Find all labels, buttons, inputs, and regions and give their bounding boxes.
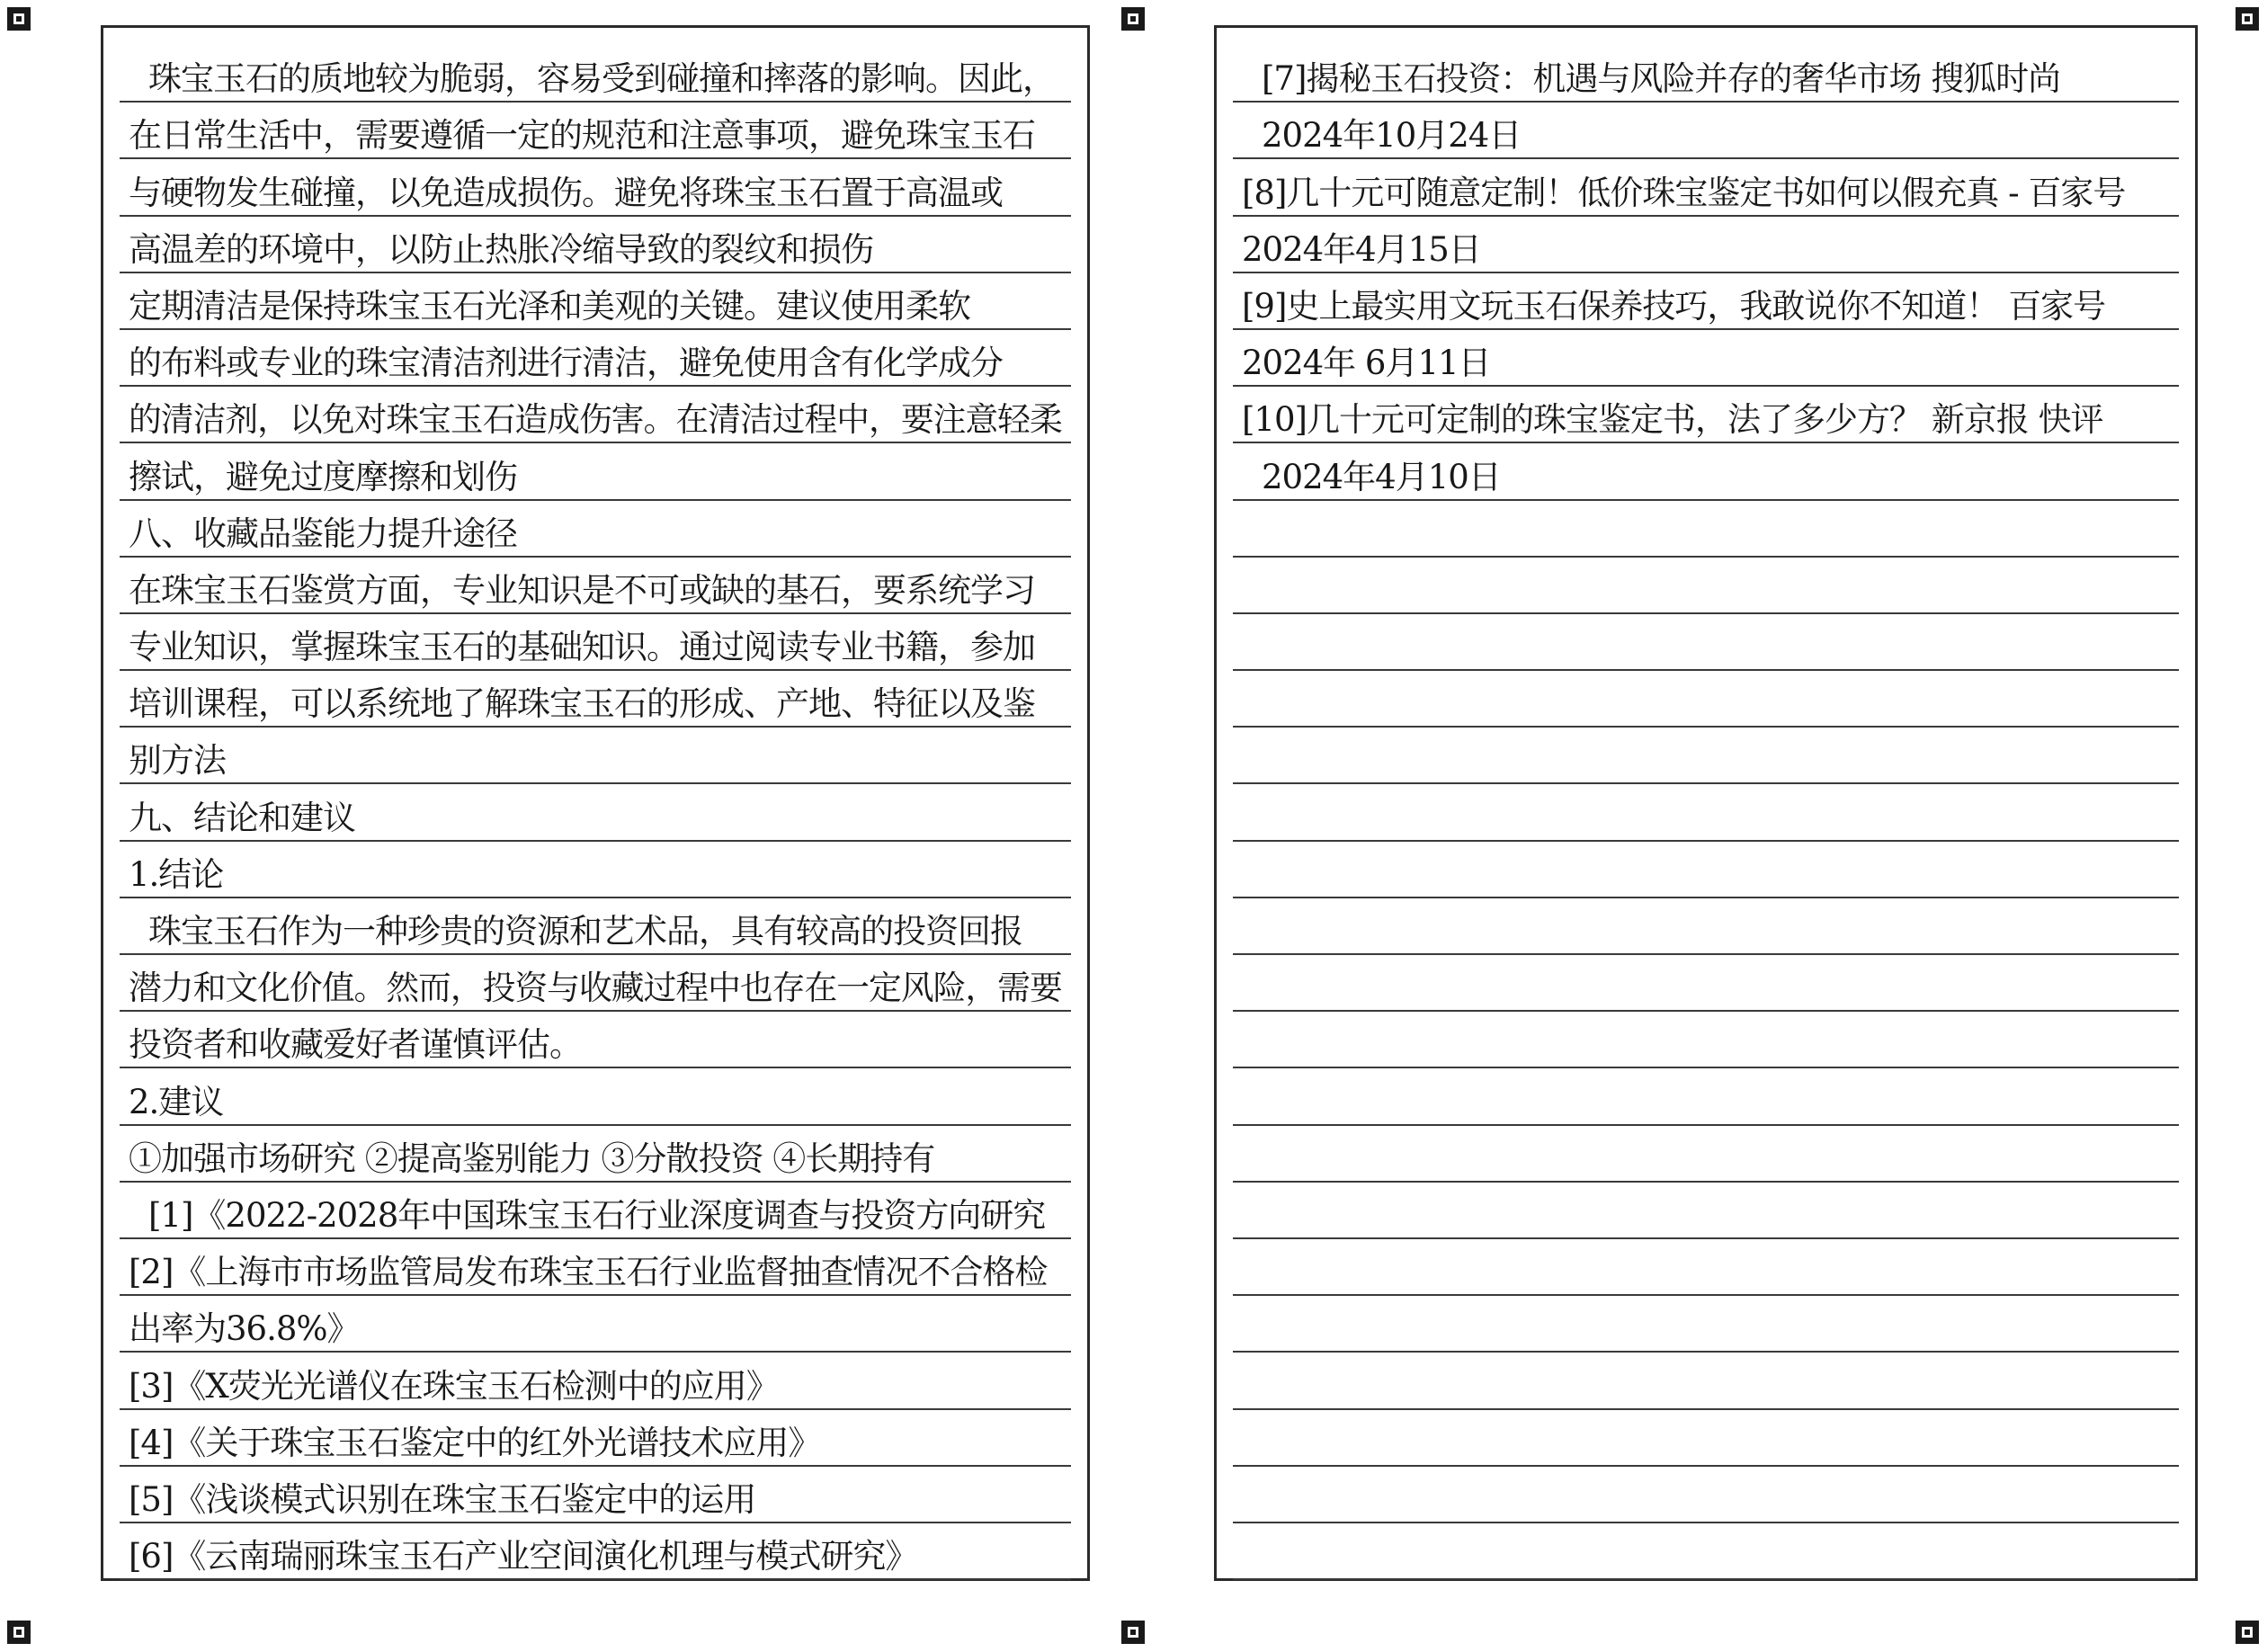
handwritten-text-line: 2.建议 bbox=[129, 1082, 224, 1121]
ruled-line bbox=[120, 898, 1071, 955]
ruled-line bbox=[1233, 842, 2179, 898]
ruled-line bbox=[1233, 159, 2179, 216]
ruled-line bbox=[120, 1467, 1071, 1523]
right-notebook-page bbox=[1214, 25, 2198, 1581]
handwritten-text-line: [1]《2022-2028年中国珠宝玉石行业深度调查与投资方向研究 bbox=[148, 1195, 1046, 1235]
ruled-line bbox=[120, 1239, 1071, 1296]
corner-marker-bottom-right bbox=[2236, 1621, 2259, 1644]
handwritten-text-line: 与硬物发生碰撞，以免造成损伤。避免将珠宝玉石置于高温或 bbox=[129, 173, 1003, 212]
ruled-line bbox=[1233, 558, 2179, 614]
handwritten-text-line: 2024年 6月11日 bbox=[1242, 344, 1491, 383]
left-page-lines bbox=[120, 46, 1071, 1580]
ruled-line bbox=[1233, 1353, 2179, 1409]
ruled-line bbox=[1233, 387, 2179, 443]
ruled-line bbox=[120, 273, 1071, 330]
corner-marker-top-left bbox=[7, 7, 31, 31]
ruled-line bbox=[1233, 955, 2179, 1012]
ruled-line bbox=[120, 330, 1071, 387]
ruled-line bbox=[1233, 1410, 2179, 1467]
handwritten-text-line: 在珠宝玉石鉴赏方面，专业知识是不可或缺的基石，要系统学习 bbox=[129, 570, 1035, 610]
handwritten-text-line: [5]《浅谈模式识别在珠宝玉石鉴定中的运用 bbox=[129, 1479, 756, 1519]
handwritten-text-line: [3]《X荧光光谱仪在珠宝玉石检测中的应用》 bbox=[129, 1366, 779, 1406]
corner-marker-top-right bbox=[2236, 7, 2259, 31]
ruled-line bbox=[120, 217, 1071, 273]
handwritten-text-line: 2024年4月10日 bbox=[1262, 457, 1501, 496]
handwritten-text-line: 培训课程，可以系统地了解珠宝玉石的形成、产地、特征以及鉴 bbox=[129, 684, 1035, 724]
handwritten-text-line: 八、收藏品鉴能力提升途径 bbox=[129, 513, 517, 553]
ruled-line bbox=[1233, 1012, 2179, 1068]
ruled-line bbox=[120, 614, 1071, 671]
ruled-line bbox=[1233, 1068, 2179, 1125]
handwritten-text-line: 潜力和文化价值。然而，投资与收藏过程中也存在一定风险，需要 bbox=[129, 969, 1062, 1008]
corner-marker-bottom-left bbox=[7, 1621, 31, 1644]
ruled-line bbox=[1233, 330, 2179, 387]
right-page-lines bbox=[1233, 46, 2179, 1580]
ruled-line bbox=[120, 955, 1071, 1012]
handwritten-text-line: 在日常生活中，需要遵循一定的规范和注意事项，避免珠宝玉石 bbox=[129, 116, 1035, 156]
handwritten-text-line: [10]几十元可定制的珠宝鉴定书，法了多少方？ 新京报 快评 bbox=[1242, 400, 2103, 440]
handwritten-text-line: [4]《关于珠宝玉石鉴定中的红外光谱技术应用》 bbox=[129, 1423, 821, 1462]
ruled-line bbox=[120, 1353, 1071, 1409]
ruled-line bbox=[120, 443, 1071, 500]
ruled-line bbox=[120, 1126, 1071, 1183]
left-notebook-page bbox=[101, 25, 1090, 1581]
handwritten-text-line: 1.结论 bbox=[129, 854, 224, 894]
ruled-line bbox=[1233, 273, 2179, 330]
ruled-line bbox=[120, 784, 1071, 841]
ruled-line bbox=[1233, 1296, 2179, 1353]
ruled-line bbox=[1233, 898, 2179, 955]
handwritten-text-line: 的清洁剂，以免对珠宝玉石造成伤害。在清洁过程中，要注意轻柔 bbox=[129, 400, 1062, 440]
handwritten-text-line: [2]《上海市市场监管局发布珠宝玉石行业监督抽查情况不合格检 bbox=[129, 1253, 1048, 1292]
ruled-line bbox=[1233, 103, 2179, 159]
ruled-line bbox=[120, 1296, 1071, 1353]
handwritten-text-line: 专业知识，掌握珠宝玉石的基础知识。通过阅读专业书籍，参加 bbox=[129, 628, 1035, 667]
ruled-line bbox=[120, 842, 1071, 898]
ruled-line bbox=[1233, 1183, 2179, 1239]
ruled-line bbox=[1233, 46, 2179, 103]
ruled-line bbox=[1233, 614, 2179, 671]
handwritten-text-line: 的布料或专业的珠宝清洁剂进行清洁，避免使用含有化学成分 bbox=[129, 344, 1003, 383]
handwritten-text-line: [6]《云南瑞丽珠宝玉石产业空间演化机理与模式研究》 bbox=[129, 1537, 918, 1576]
ruled-line bbox=[120, 501, 1071, 558]
ruled-line bbox=[120, 558, 1071, 614]
handwritten-text-line: 九、结论和建议 bbox=[129, 798, 355, 837]
ruled-line bbox=[120, 1183, 1071, 1239]
ruled-line bbox=[1233, 443, 2179, 500]
handwritten-text-line: 定期清洁是保持珠宝玉石光泽和美观的关键。建议使用柔软 bbox=[129, 286, 970, 326]
handwritten-text-line: 2024年10月24日 bbox=[1262, 116, 1522, 156]
ruled-line bbox=[120, 1012, 1071, 1068]
handwritten-text-line: 别方法 bbox=[129, 741, 226, 781]
ruled-line bbox=[120, 1410, 1071, 1467]
handwritten-text-line: ①加强市场研究 ②提高鉴别能力 ③分散投资 ④长期持有 bbox=[129, 1139, 935, 1178]
handwritten-text-line: 珠宝玉石作为一种珍贵的资源和艺术品，具有较高的投资回报 bbox=[148, 912, 1022, 951]
ruled-line bbox=[1233, 784, 2179, 841]
handwritten-text-line: [9]史上最实用文玩玉石保养技巧，我敢说你不知道！ 百家号 bbox=[1242, 286, 2106, 326]
handwritten-text-line: 出率为36.8%》 bbox=[129, 1309, 360, 1349]
ruled-line bbox=[1233, 217, 2179, 273]
ruled-line bbox=[1233, 1126, 2179, 1183]
ruled-line bbox=[120, 387, 1071, 443]
corner-marker-bottom-center bbox=[1121, 1621, 1145, 1644]
ruled-line bbox=[120, 671, 1071, 728]
handwritten-text-line: 擦试，避免过度摩擦和划伤 bbox=[129, 457, 517, 496]
handwritten-text-line: 投资者和收藏爱好者谨慎评估。 bbox=[129, 1025, 582, 1065]
ruled-line bbox=[1233, 501, 2179, 558]
ruled-line bbox=[1233, 671, 2179, 728]
handwritten-text-line: [8]几十元可随意定制！低价珠宝鉴定书如何以假充真 - 百家号 bbox=[1242, 173, 2126, 212]
ruled-line bbox=[120, 1068, 1071, 1125]
ruled-line bbox=[1233, 728, 2179, 784]
corner-marker-top-center bbox=[1121, 7, 1145, 31]
ruled-line bbox=[1233, 1467, 2179, 1523]
ruled-line bbox=[120, 728, 1071, 784]
ruled-line bbox=[1233, 1523, 2179, 1580]
handwritten-text-line: [7]揭秘玉石投资：机遇与风险并存的奢华市场 搜狐时尚 bbox=[1262, 59, 2061, 99]
ruled-line bbox=[120, 159, 1071, 216]
handwritten-text-line: 2024年4月15日 bbox=[1242, 229, 1481, 269]
ruled-line bbox=[120, 46, 1071, 103]
handwritten-text-line: 高温差的环境中，以防止热胀冷缩导致的裂纹和损伤 bbox=[129, 229, 873, 269]
ruled-line bbox=[120, 1523, 1071, 1580]
handwritten-text-line: 珠宝玉石的质地较为脆弱，容易受到碰撞和摔落的影响。因此， bbox=[148, 59, 1055, 99]
ruled-line bbox=[120, 103, 1071, 159]
ruled-line bbox=[1233, 1239, 2179, 1296]
